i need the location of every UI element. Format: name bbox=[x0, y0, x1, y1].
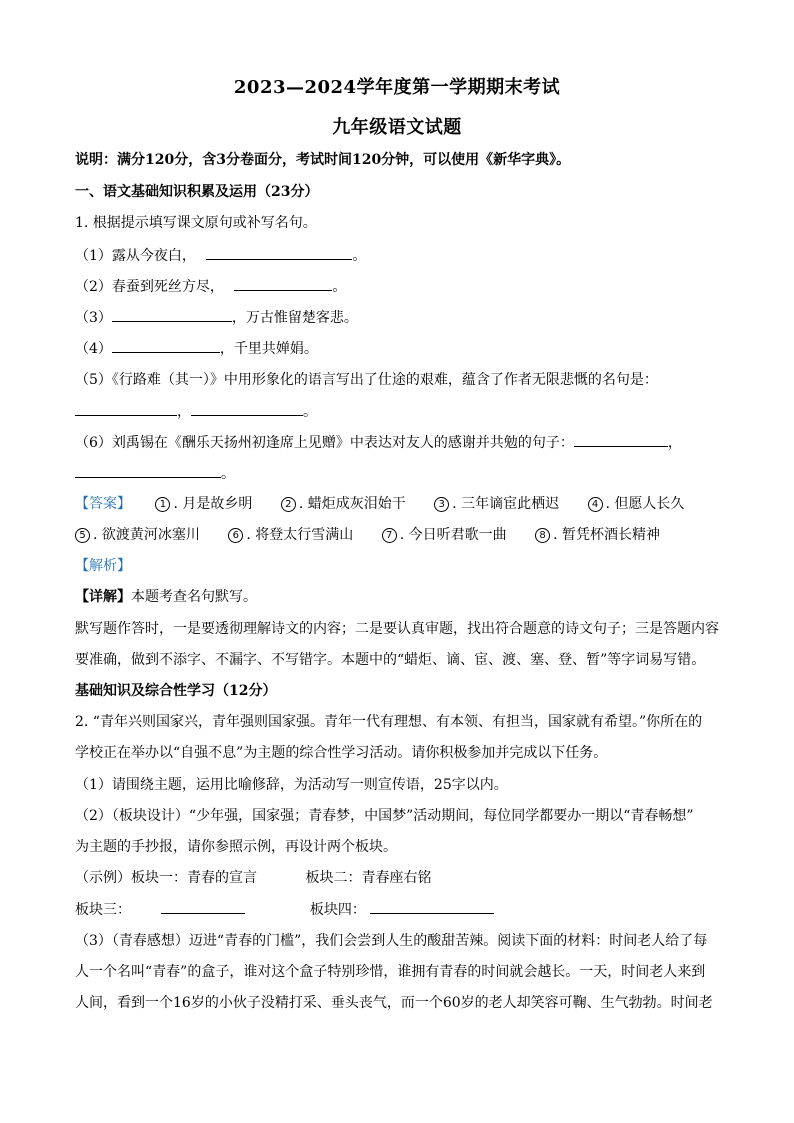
circle-number: 6 bbox=[228, 528, 243, 543]
q1-part2-end: 。 bbox=[332, 279, 347, 295]
answer-row-2 bbox=[75, 525, 725, 545]
answer-text: 但愿人长久 bbox=[614, 496, 685, 512]
q1-part3-text: ，万古惟留楚客悲。 bbox=[231, 310, 358, 326]
q1-part4-text: ，千里共婵娟。 bbox=[219, 341, 318, 357]
exam-subtitle: 九年级语文试题 bbox=[332, 117, 462, 138]
circle-number: 2 bbox=[281, 497, 296, 512]
block-3-label: 板块三： bbox=[75, 902, 131, 918]
detail-text: 本题考查名句默写。 bbox=[131, 589, 257, 605]
q1-part6 bbox=[75, 432, 725, 453]
q1-part5-comma: ， bbox=[177, 404, 191, 420]
q2-part2-line-1: （2）（板块设计）“少年强，国家强；青春梦，中国梦”活动期间，每位同学都要办一期以“青春畅想” bbox=[75, 808, 694, 824]
answer-text: 蜡炬成灰泪始干 bbox=[307, 496, 406, 512]
exam-title: 2023—2024学年度第一学期期末考试 bbox=[233, 77, 561, 98]
q1-part2-text: （2）春蚕到死丝方尽， bbox=[75, 279, 224, 295]
q1-part2 bbox=[75, 276, 725, 297]
circle-number: 7 bbox=[382, 528, 397, 543]
answer-blank[interactable] bbox=[75, 401, 177, 416]
answer-blank[interactable] bbox=[206, 245, 352, 260]
example-block-1: （示例）板块一：青春的宣言 bbox=[75, 870, 257, 886]
answer-text: 三年谪宦此栖迟 bbox=[461, 496, 560, 512]
answer-blank[interactable] bbox=[75, 463, 221, 478]
q2-part3-line-1: （3）（青春感想）迈进“青春的门槛”，我们会尝到人生的酸甜苦辣。阅读下面的材料：时间老人给了每 bbox=[75, 933, 708, 949]
answer-item: 3 . 三年谪宦此栖迟 bbox=[434, 494, 559, 514]
q1-stem: 1. 根据提示填写课文原句或补写名句。 bbox=[75, 215, 317, 231]
q1-part6-blank-line bbox=[75, 463, 725, 484]
q1-part3 bbox=[75, 307, 725, 328]
q2-part2-line-2: 为主题的手抄报，请你参照示例，再设计两个板块。 bbox=[75, 839, 397, 855]
circle-number: 1 bbox=[155, 497, 170, 512]
detail-label: 【详解】 bbox=[75, 589, 131, 605]
answer-text: 今日听君歌一曲 bbox=[408, 527, 507, 543]
circle-number: 8 bbox=[535, 528, 550, 543]
answer-item: 8 . 暂凭杯酒长精神 bbox=[535, 525, 660, 545]
q1-part6-comma: ， bbox=[667, 435, 682, 451]
design-blocks-row bbox=[75, 899, 725, 920]
answer-item: 2 . 蜡炬成灰泪始干 bbox=[281, 494, 406, 514]
detail-line bbox=[75, 587, 725, 607]
answer-item: 4 . 但愿人长久 bbox=[588, 494, 685, 514]
q2-part1: （1）请围绕主题，运用比喻修辞，为活动写一则宣传语，25字以内。 bbox=[75, 777, 508, 793]
example-block-2: 板块二：青春座右铭 bbox=[305, 870, 432, 886]
answer-row-1 bbox=[75, 494, 725, 514]
answer-item: 5 . 欲渡黄河冰塞川 bbox=[75, 525, 200, 545]
q1-part4-start: （4） bbox=[75, 341, 112, 357]
q1-part5: （5）《行路难（其一）》中用形象化的语言写出了仕途的艰难，蕴含了作者无限悲慨的名句是： bbox=[75, 372, 658, 388]
answer-label: 【答案】 bbox=[75, 496, 131, 512]
q1-part6-end: 。 bbox=[221, 466, 235, 482]
answer-blank[interactable] bbox=[112, 338, 220, 353]
example-row bbox=[75, 868, 725, 888]
answer-text: 将登太行雪满山 bbox=[255, 527, 354, 543]
q1-part5-blanks bbox=[75, 401, 725, 422]
q1-part4 bbox=[75, 338, 725, 359]
q1-part1-text: （1）露从今夜白， bbox=[75, 248, 196, 264]
instructions: 说明：满分120分，含3分卷面分，考试时间120分钟，可以使用《新华字典》。 bbox=[75, 152, 571, 168]
answer-blank[interactable] bbox=[234, 276, 332, 291]
explain-line-1: 默写题作答时，一是要透彻理解诗文的内容；二是要认真审题，找出符合题意的诗文句子；三是答题内容 bbox=[75, 621, 719, 637]
q1-part1-end: 。 bbox=[352, 248, 367, 264]
answer-item: 6 . 将登太行雪满山 bbox=[228, 525, 353, 545]
q1-part5-end: 。 bbox=[303, 404, 317, 420]
section2-heading: 基础知识及综合性学习（12分） bbox=[75, 683, 277, 699]
answer-text: 月是故乡明 bbox=[182, 496, 253, 512]
q1-part6-text: （6）刘禹锡在《酬乐天扬州初逢席上见赠》中表达对友人的感谢并共勉的句子： bbox=[75, 435, 574, 451]
q2-line-1: 2. “青年兴则国家兴，青年强则国家强。青年一代有理想、有本领、有担当，国家就有希望。”你所在的 bbox=[75, 714, 703, 730]
answer-blank[interactable] bbox=[574, 432, 668, 447]
q1-part3-start: （3） bbox=[75, 310, 112, 326]
answer-text: 欲渡黄河冰塞川 bbox=[101, 527, 200, 543]
q2-part3-line-2: 人一个名叫“青春”的盒子，谁对这个盒子特别珍惜，谁拥有青春的时间就会越长。一天，时间老人来到 bbox=[75, 964, 706, 980]
section1-heading: 一、语文基础知识积累及运用（23分） bbox=[75, 184, 319, 200]
answer-blank[interactable] bbox=[370, 899, 494, 914]
analysis-label: 【解析】 bbox=[75, 558, 131, 574]
answer-blank[interactable] bbox=[191, 401, 303, 416]
answer-item: 7 . 今日听君歌一曲 bbox=[382, 525, 507, 545]
circle-number: 5 bbox=[75, 528, 90, 543]
answer-blank[interactable] bbox=[161, 899, 245, 914]
circle-number: 4 bbox=[588, 497, 603, 512]
answer-blank[interactable] bbox=[112, 307, 232, 322]
q1-part1 bbox=[75, 245, 725, 266]
answer-text: 暂凭杯酒长精神 bbox=[561, 527, 660, 543]
q2-line-2: 学校正在举办以“自强不息”为主题的综合性学习活动。请你积极参加并完成以下任务。 bbox=[75, 745, 608, 761]
answer-item: 1 . 月是故乡明 bbox=[155, 494, 252, 514]
block-4-label: 板块四： bbox=[309, 902, 366, 918]
explain-line-2: 要准确，做到不添字、不漏字、不写错字。本题中的“蜡炬、谪、宦、渡、塞、登、暂”等字词易写错。 bbox=[75, 652, 706, 668]
circle-number: 3 bbox=[434, 497, 449, 512]
q2-part3-line-3: 人间，看到一个16岁的小伙子没精打采、垂头丧气，而一个60岁的老人却笑容可鞠、生气勃勃。时间老 bbox=[75, 995, 713, 1011]
